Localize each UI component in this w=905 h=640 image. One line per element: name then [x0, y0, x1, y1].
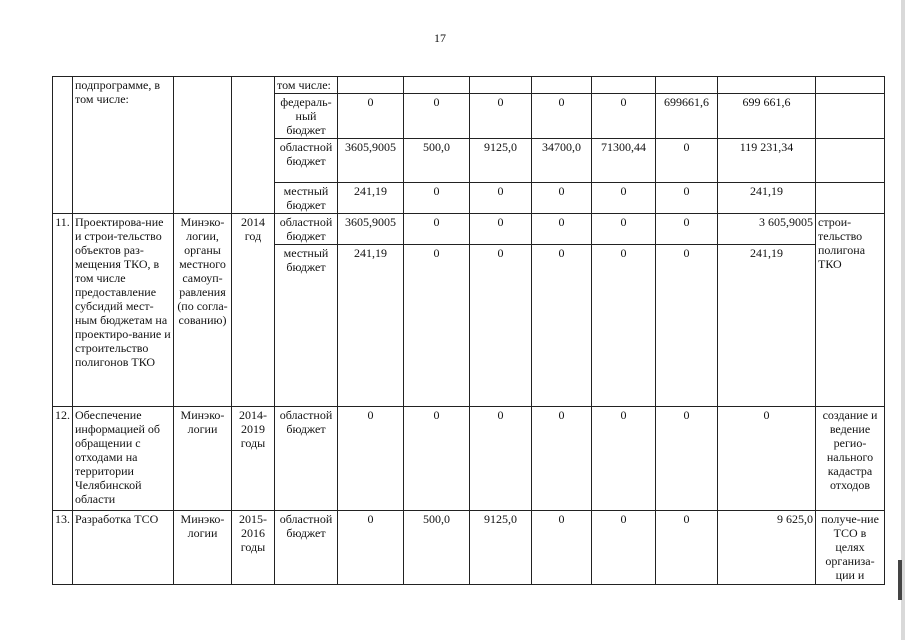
- value-cell: 9125,0: [470, 511, 532, 585]
- row-number-cell: 11.: [53, 214, 73, 407]
- value-cell: 0: [532, 407, 592, 511]
- result-cell: [816, 183, 885, 214]
- budget-table: [52, 76, 885, 585]
- value-cell: 0: [404, 94, 470, 139]
- value-cell: [404, 77, 470, 94]
- result-cell: строи-тельство полигона ТКО: [816, 214, 885, 407]
- table-row: [53, 511, 885, 585]
- value-cell: [532, 77, 592, 94]
- value-cell: [592, 77, 656, 94]
- budget-source-cell: том числе:: [275, 77, 338, 94]
- page-number: 17: [434, 31, 446, 45]
- value-cell: 0: [718, 407, 816, 511]
- value-cell: 0: [532, 183, 592, 214]
- value-cell: 0: [338, 407, 404, 511]
- value-cell: 500,0: [404, 511, 470, 585]
- value-cell: 241,19: [718, 183, 816, 214]
- value-cell: 0: [470, 183, 532, 214]
- value-cell: 0: [470, 407, 532, 511]
- value-cell: 0: [404, 183, 470, 214]
- budget-source-cell: федераль-ный бюджет: [275, 94, 338, 139]
- budget-source-cell: областной бюджет: [275, 139, 338, 183]
- value-cell: 71300,44: [592, 139, 656, 183]
- budget-source-cell: областной бюджет: [275, 214, 338, 245]
- result-cell: получе-ние ТСО в целях организа-ции и: [816, 511, 885, 585]
- value-cell: 699661,6: [656, 94, 718, 139]
- value-cell: 0: [338, 94, 404, 139]
- value-cell: 0: [656, 183, 718, 214]
- period-cell: 2015-2016 годы: [232, 511, 275, 585]
- value-cell: 241,19: [718, 245, 816, 407]
- value-cell: [718, 77, 816, 94]
- budget-source-cell: областной бюджет: [275, 511, 338, 585]
- value-cell: 0: [338, 511, 404, 585]
- value-cell: 119 231,34: [718, 139, 816, 183]
- budget-source-cell: местный бюджет: [275, 183, 338, 214]
- value-cell: 0: [592, 511, 656, 585]
- period-cell: 2014 год: [232, 214, 275, 407]
- result-cell: [816, 94, 885, 139]
- value-cell: 34700,0: [532, 139, 592, 183]
- value-cell: 0: [404, 214, 470, 245]
- value-cell: 0: [532, 511, 592, 585]
- executor-cell: [174, 77, 232, 214]
- value-cell: 0: [532, 94, 592, 139]
- value-cell: 0: [656, 407, 718, 511]
- table-row: [53, 77, 885, 94]
- value-cell: 0: [404, 407, 470, 511]
- table-row: [53, 214, 885, 245]
- value-cell: [470, 77, 532, 94]
- value-cell: 0: [532, 214, 592, 245]
- activity-cell: Разработка ТСО: [73, 511, 174, 585]
- value-cell: 0: [656, 245, 718, 407]
- executor-cell: Минэко-логии: [174, 511, 232, 585]
- activity-cell: подпрограмме, в том числе:: [73, 77, 174, 214]
- executor-cell: Минэко-логии: [174, 407, 232, 511]
- scan-mark: [898, 560, 902, 600]
- value-cell: 0: [592, 407, 656, 511]
- table-row: [53, 407, 885, 511]
- value-cell: 0: [470, 214, 532, 245]
- result-cell: [816, 77, 885, 94]
- row-number-cell: [53, 77, 73, 214]
- value-cell: 0: [532, 245, 592, 407]
- value-cell: [338, 77, 404, 94]
- row-number-cell: 12.: [53, 407, 73, 511]
- budget-source-cell: местный бюджет: [275, 245, 338, 407]
- value-cell: 0: [592, 183, 656, 214]
- value-cell: 0: [592, 94, 656, 139]
- value-cell: 500,0: [404, 139, 470, 183]
- value-cell: 0: [470, 245, 532, 407]
- scan-edge: [901, 0, 905, 640]
- value-cell: 699 661,6: [718, 94, 816, 139]
- budget-source-cell: областной бюджет: [275, 407, 338, 511]
- value-cell: 9125,0: [470, 139, 532, 183]
- value-cell: 241,19: [338, 183, 404, 214]
- value-cell: 9 625,0: [718, 511, 816, 585]
- value-cell: 3605,9005: [338, 214, 404, 245]
- value-cell: 241,19: [338, 245, 404, 407]
- value-cell: 3 605,9005: [718, 214, 816, 245]
- value-cell: 0: [656, 511, 718, 585]
- value-cell: 0: [470, 94, 532, 139]
- value-cell: [656, 77, 718, 94]
- result-cell: [816, 139, 885, 183]
- row-number-cell: 13.: [53, 511, 73, 585]
- activity-cell: Проектирова-ние и строи-тельство объектов раз-мещения ТКО, в том числе предоставление субсидий мест-ным бюджетам на проектиро-вание и строительство полигонов ТКО: [73, 214, 174, 407]
- activity-cell: Обеспечение информацией об обращении с отходами на территории Челябинской области: [73, 407, 174, 511]
- result-cell: создание и ведение регио-нального кадастра отходов: [816, 407, 885, 511]
- period-cell: [232, 77, 275, 214]
- value-cell: 0: [656, 139, 718, 183]
- value-cell: 0: [592, 214, 656, 245]
- value-cell: 3605,9005: [338, 139, 404, 183]
- period-cell: 2014-2019 годы: [232, 407, 275, 511]
- value-cell: 0: [592, 245, 656, 407]
- executor-cell: Минэко-логии, органы местного самоуп-равления (по согла-сованию): [174, 214, 232, 407]
- value-cell: 0: [656, 214, 718, 245]
- value-cell: 0: [404, 245, 470, 407]
